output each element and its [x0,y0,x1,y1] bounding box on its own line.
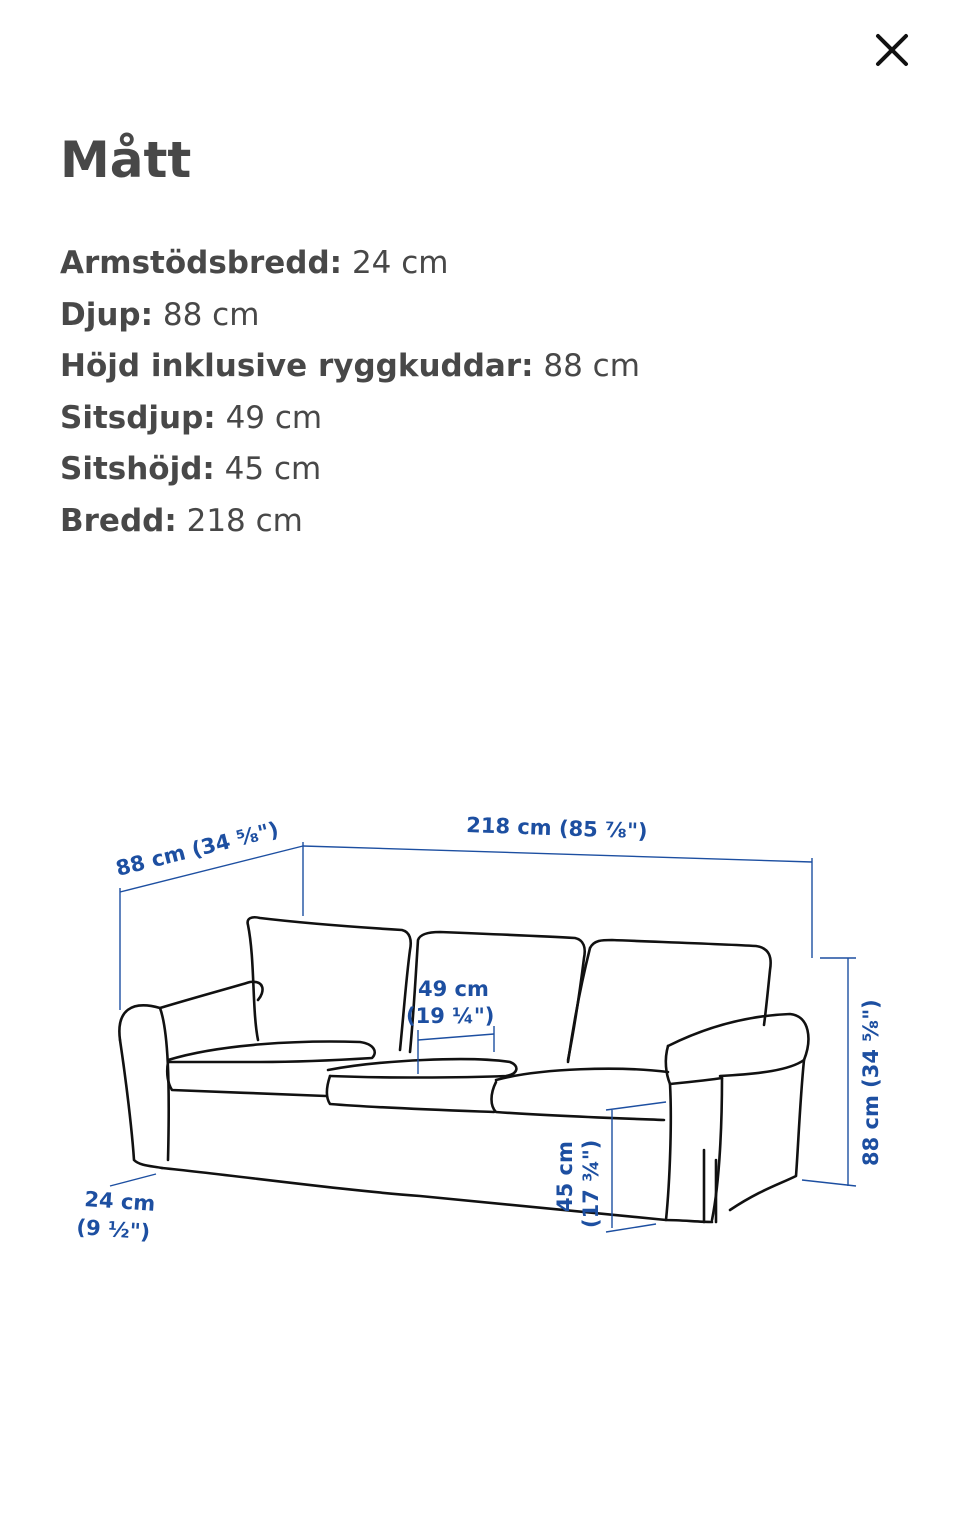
sofa-dimension-diagram [0,780,960,1280]
seat-height-in-label: (17 ¾") [579,1139,603,1228]
spec-value: 88 cm [543,348,640,385]
page-title: Mått [60,131,192,189]
arm-width-cm-label: 24 cm [83,1187,157,1216]
width-dimension-label: 218 cm (85 ⁷⁄₈") [465,813,648,844]
spec-value: 45 cm [224,451,322,488]
seat-depth-cm-label: 49 cm [418,977,489,1001]
spec-value: 218 cm [186,502,303,539]
sofa-drawing [119,917,808,1222]
spec-label: Bredd: [60,502,177,539]
spec-label: Djup: [60,296,154,333]
spec-value: 88 cm [162,296,260,333]
spec-value: 24 cm [351,245,449,281]
height-dimension-label: 88 cm (34 ⁵⁄₈") [859,999,883,1166]
spec-label: Höjd inklusive ryggkuddar: [60,348,534,385]
arm-width-in-label: (9 ½") [75,1215,151,1245]
spec-depth [60,290,640,342]
seat-height-cm-label: 45 cm [553,1141,577,1212]
close-button[interactable] [864,22,920,78]
spec-label: Armstödsbredd: [60,245,343,281]
spec-value: 49 cm [225,399,323,436]
seat-depth-in-label: (19 ¼") [406,1004,495,1028]
spec-seat-depth [60,393,640,445]
spec-height-incl-back-cushions [60,341,640,393]
spec-label: Sitsdjup: [60,399,216,436]
depth-dimension-label: 88 cm (34 ⁵⁄₈") [113,817,282,881]
spec-width [60,496,640,548]
spec-label: Sitshöjd: [60,451,215,488]
spec-seat-height [60,444,640,496]
dimension-list [60,238,640,548]
spec-armrest-width [60,238,640,290]
close-icon [875,33,909,67]
